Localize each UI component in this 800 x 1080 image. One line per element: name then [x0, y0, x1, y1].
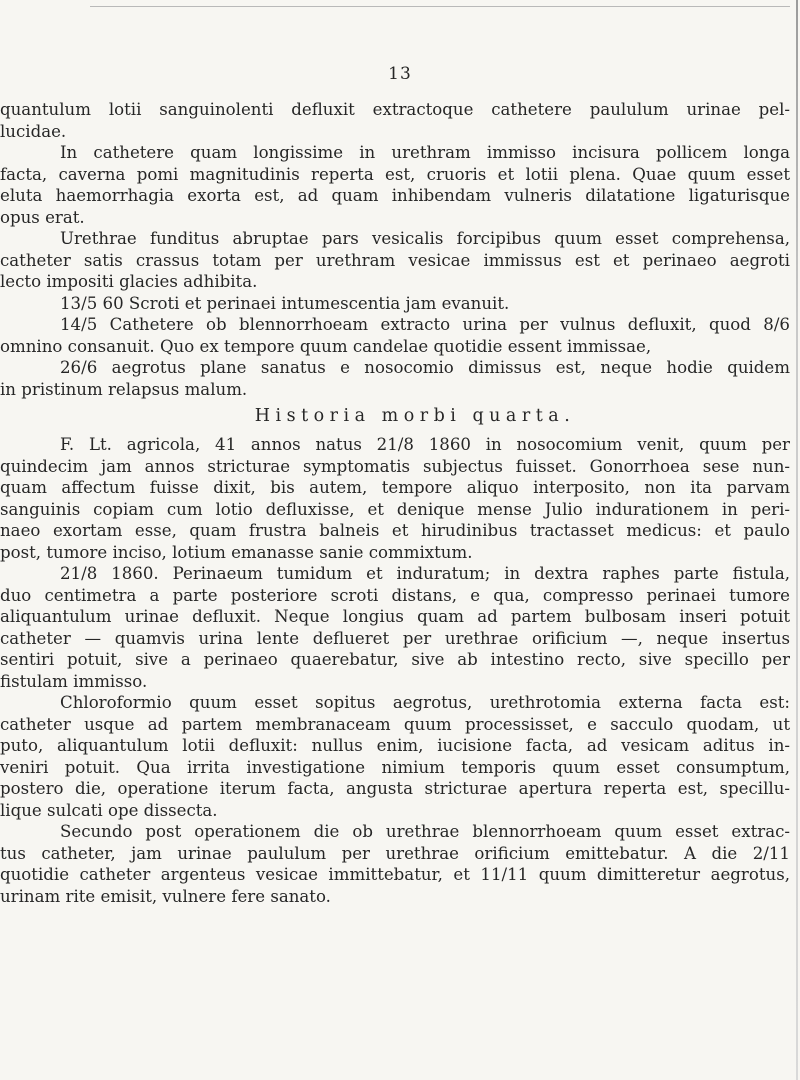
- text-line: quantulum lotii sanguinolenti defluxit extractoque cathetere paululum urinae pel-: [0, 100, 790, 119]
- text-line: 13/5 60 Scroti et perinaei intumescentia jam evanuit.: [60, 293, 510, 313]
- text-line: eluta haemorrhagia exorta est, ad quam inhibendam vulneris dilatatione ligaturisque: [0, 186, 790, 205]
- text-line: catheter usque ad partem membranaceam quum processisset, e sacculo quodam, ut: [0, 714, 790, 734]
- text-line: aliquantulum urinae defluxit. Neque longius quam ad partem bulbosam inseri potuit: [0, 607, 790, 626]
- text-line: duo centimetra a parte posteriore scroti distans, e qua, compresso perinaei tumore: [0, 585, 790, 605]
- text-line: catheter satis crassus totam per urethram vesicae immissus est et perinaeo aegroti: [0, 250, 790, 270]
- text-line: sentiri potuit, sive a perinaeo quaerebatur, sive ab intestino recto, sive specillo per: [0, 650, 790, 669]
- scan-edge-top: [90, 6, 790, 7]
- text-line: 14/5 Cathetere ob blennorrhoeam extracto urina per vulnus defluxit, quod 8/6: [60, 315, 790, 334]
- text-line: quindecim jam annos stricturae symptomatis subjectus fuisset. Gonorrhoea sese nun-: [0, 456, 790, 476]
- text-line: veniri potuit. Qua irrita investigatione nimium temporis quum esset consumptum,: [0, 757, 790, 777]
- text-line: lecto impositi glacies adhibita.: [0, 272, 258, 291]
- text-line: 26/6 aegrotus plane sanatus e nosocomio dimissus est, neque hodie quidem: [60, 358, 790, 377]
- text-line: quotidie catheter argenteus vesicae immittebatur, et 11/11 quum dimitteretur aegrotus,: [0, 865, 790, 884]
- text-line: postero die, operatione iterum facta, angusta stricturae apertura reperta est, specillu-: [0, 779, 790, 798]
- text-line: puto, aliquantulum lotii defluxit: nullus enim, iucisione facta, ad vesicam aditus in-: [0, 736, 790, 755]
- text-line: omnino consanuit. Quo ex tempore quum candelae quotidie essent immissae,: [0, 336, 652, 356]
- text-line: lucidae.: [0, 121, 67, 141]
- text-line: In cathetere quam longissime in urethram immisso incisura pollicem longa: [60, 143, 790, 162]
- text-line: quam affectum fuisse dixit, bis autem, tempore aliquo interposito, non ita parvam: [0, 478, 790, 497]
- text-line: naeo exortam esse, quam frustra balneis et hirudinibus tractasset medicus: et paulo: [0, 521, 790, 540]
- document-body: [0, 99, 790, 907]
- text-line: opus erat.: [0, 207, 85, 227]
- text-line: lique sulcati ope dissecta.: [0, 800, 218, 820]
- text-line: Urethrae funditus abruptae pars vesicalis forcipibus quum esset comprehensa,: [60, 229, 790, 248]
- section-heading: Historia morbi quarta.: [254, 406, 576, 426]
- text-line: F. Lt. agricola, 41 annos natus 21/8 1860 in nosocomium venit, quum per: [60, 435, 790, 454]
- text-line: in pristinum relapsus malum.: [0, 379, 248, 399]
- text-line: Secundo post operationem die ob urethrae blennorrhoeam quum esset extrac-: [60, 822, 790, 841]
- text-line: sanguinis copiam cum lotio defluxisse, et denique mense Julio indurationem in peri-: [0, 499, 790, 519]
- text-line: catheter — quamvis urina lente deflueret per urethrae orificium —, neque insertus: [0, 628, 790, 648]
- scan-edge-right: [796, 0, 798, 1080]
- page-number: 13: [388, 64, 412, 84]
- text-line: tus catheter, jam urinae paululum per urethrae orificium emittebatur. A die 2/11: [0, 843, 790, 863]
- text-line: Chloroformio quum esset sopitus aegrotus, urethrotomia externa facta est:: [60, 693, 790, 712]
- text-line: 21/8 1860. Perinaeum tumidum et induratum; in dextra raphes parte fistula,: [60, 564, 790, 583]
- text-line: post, tumore inciso, lotium emanasse sanie commixtum.: [0, 542, 473, 562]
- text-line: fistulam immisso.: [0, 671, 148, 691]
- text-line: urinam rite emisit, vulnere fere sanato.: [0, 886, 331, 906]
- text-line: facta, caverna pomi magnitudinis reperta est, cruoris et lotii plena. Quae quum esset: [0, 164, 790, 184]
